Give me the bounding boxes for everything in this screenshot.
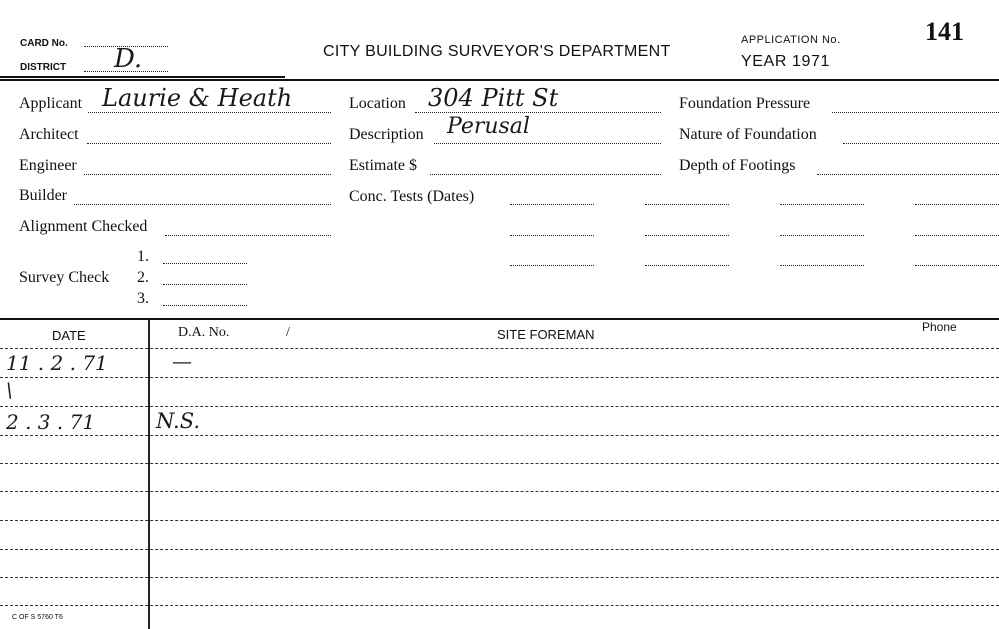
year-label: YEAR 1971 bbox=[741, 53, 831, 70]
survey-line-2 bbox=[163, 284, 247, 285]
conc-line bbox=[915, 235, 999, 236]
estimate-label: Estimate $ bbox=[349, 157, 417, 174]
header-slash: / bbox=[286, 325, 290, 340]
builder-line bbox=[74, 204, 331, 205]
depth-of-footings-label: Depth of Footings bbox=[679, 157, 796, 174]
table-row-line bbox=[0, 377, 999, 378]
architect-label: Architect bbox=[19, 126, 79, 143]
row-3-entry: N.S. bbox=[156, 409, 201, 433]
builder-label: Builder bbox=[19, 187, 67, 204]
survey-num-2: 2. bbox=[137, 269, 149, 286]
foundation-pressure-label: Foundation Pressure bbox=[679, 95, 811, 112]
table-row-line bbox=[0, 435, 999, 436]
location-label: Location bbox=[349, 95, 406, 112]
district-value: D. bbox=[114, 44, 143, 74]
row-2-date: \ bbox=[6, 378, 13, 402]
table-row-line bbox=[0, 406, 999, 407]
depth-of-footings-line bbox=[817, 174, 999, 175]
conc-line bbox=[915, 204, 999, 205]
applicant-line bbox=[88, 112, 331, 113]
header-rule bbox=[0, 79, 999, 81]
header-rule-left bbox=[0, 76, 285, 78]
alignment-label: Alignment Checked bbox=[19, 218, 148, 235]
conc-line bbox=[510, 265, 594, 266]
location-line bbox=[415, 112, 661, 113]
architect-line bbox=[87, 143, 331, 144]
phone-header: Phone bbox=[922, 320, 957, 334]
conc-tests-label: Conc. Tests (Dates) bbox=[349, 188, 475, 205]
conc-line bbox=[645, 235, 729, 236]
table-row-line bbox=[0, 491, 999, 492]
date-header: DATE bbox=[52, 328, 86, 343]
alignment-line bbox=[165, 235, 331, 236]
conc-line bbox=[645, 265, 729, 266]
table-row-line bbox=[0, 520, 999, 521]
survey-num-3: 3. bbox=[137, 290, 149, 307]
row-1-entry: — bbox=[172, 349, 192, 373]
conc-line bbox=[915, 265, 999, 266]
applicant-label: Applicant bbox=[19, 95, 83, 112]
card-no-label: CARD No. bbox=[20, 38, 68, 49]
survey-line-1 bbox=[163, 263, 247, 264]
print-code: C OF S 5760 T6 bbox=[12, 614, 63, 621]
table-row-line bbox=[0, 577, 999, 578]
row-1-date: 11 . 2 . 71 bbox=[6, 351, 108, 375]
table-row-line bbox=[0, 348, 999, 349]
conc-line bbox=[780, 235, 864, 236]
date-column-divider bbox=[148, 320, 150, 629]
survey-check-label: Survey Check bbox=[19, 269, 110, 286]
survey-line-3 bbox=[163, 305, 247, 306]
row-3-date: 2 . 3 . 71 bbox=[6, 410, 96, 434]
engineer-label: Engineer bbox=[19, 157, 77, 174]
table-row-line bbox=[0, 549, 999, 550]
department-title: CITY BUILDING SURVEYOR'S DEPARTMENT bbox=[323, 43, 671, 60]
nature-of-foundation-line bbox=[843, 143, 999, 144]
applicant-value: Laurie & Heath bbox=[102, 84, 293, 112]
application-no-label: APPLICATION No. bbox=[741, 34, 841, 46]
conc-line bbox=[645, 204, 729, 205]
district-label: DISTRICT bbox=[20, 62, 67, 73]
conc-line bbox=[510, 235, 594, 236]
survey-num-1: 1. bbox=[137, 248, 149, 265]
table-row-line bbox=[0, 605, 999, 606]
foundation-pressure-line bbox=[832, 112, 999, 113]
location-value: 304 Pitt St bbox=[428, 84, 559, 112]
table-row-line bbox=[0, 463, 999, 464]
conc-line bbox=[510, 204, 594, 205]
estimate-line bbox=[430, 174, 661, 175]
application-number: 141 bbox=[925, 17, 964, 46]
description-line bbox=[434, 143, 661, 144]
engineer-line bbox=[84, 174, 331, 175]
da-no-header: D.A. No. bbox=[178, 325, 230, 340]
nature-of-foundation-label: Nature of Foundation bbox=[679, 126, 817, 143]
conc-line bbox=[780, 265, 864, 266]
description-label: Description bbox=[349, 126, 424, 143]
site-foreman-header: SITE FOREMAN bbox=[497, 327, 595, 342]
description-value: Perusal bbox=[447, 114, 530, 139]
conc-line bbox=[780, 204, 864, 205]
